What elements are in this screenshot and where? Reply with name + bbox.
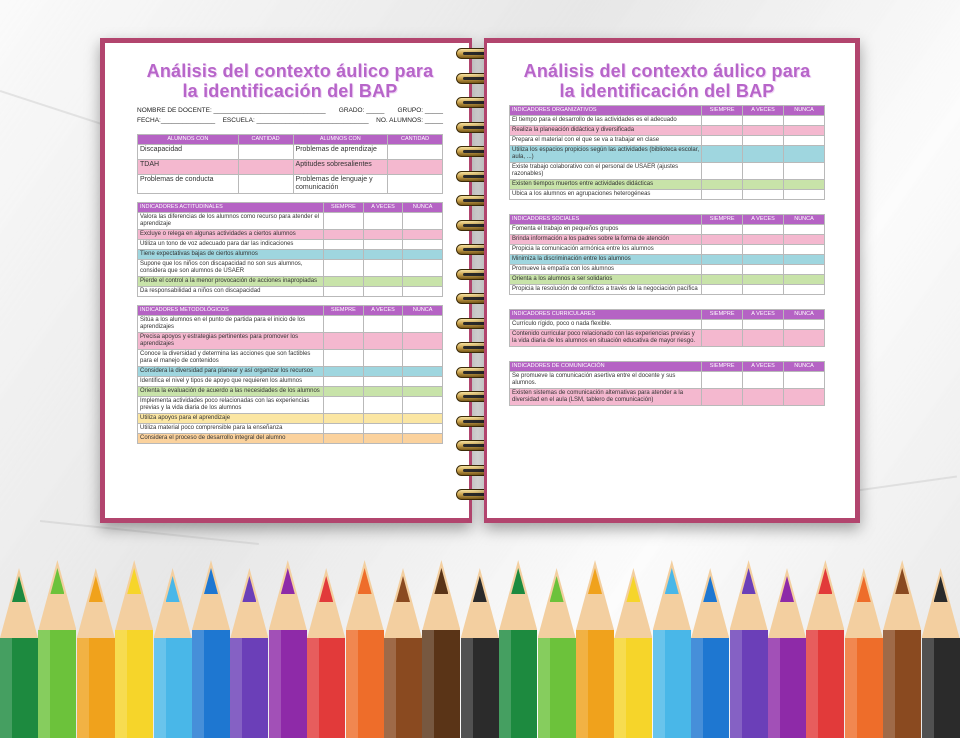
colored-pencil — [922, 568, 960, 738]
condition-label: Aptitudes sobresalientes — [293, 160, 388, 175]
checkbox-cell[interactable] — [324, 350, 364, 367]
table-row — [510, 146, 825, 163]
checkbox-cell[interactable] — [784, 163, 825, 180]
section-title: INDICADORES ORGANIZATIVOS — [510, 106, 702, 116]
checkbox-cell[interactable] — [784, 180, 825, 190]
count-cell[interactable] — [238, 145, 293, 160]
title-line-1: Análisis del contexto áulico para — [146, 61, 434, 81]
table-row — [138, 387, 443, 397]
right-page — [484, 38, 860, 523]
column-header: NUNCA — [784, 310, 825, 320]
table-row — [138, 414, 443, 424]
checkbox-cell[interactable] — [784, 320, 825, 330]
section-title: INDICADORES ACTITUDINALES — [138, 203, 324, 213]
checkbox-cell[interactable] — [403, 250, 443, 260]
checkbox-cell[interactable] — [702, 190, 743, 200]
checkbox-cell[interactable] — [702, 372, 743, 389]
colored-pencil — [768, 568, 806, 738]
indicator-text: Identifica el nivel y tipos de apoyo que requieren los alumnos — [138, 377, 324, 387]
checkbox-cell[interactable] — [324, 434, 364, 444]
indicator-text: Promueve la empatía con los alumnos — [510, 265, 702, 275]
field-fecha[interactable]: FECHA:_______________ — [137, 117, 216, 124]
condition-label: TDAH — [138, 160, 239, 175]
count-cell[interactable] — [388, 145, 443, 160]
column-header: A VECES — [363, 306, 403, 316]
colored-pencil — [307, 568, 345, 738]
checkbox-cell[interactable] — [743, 116, 784, 126]
checkbox-cell[interactable] — [363, 350, 403, 367]
title-line-1: Análisis del contexto áulico para — [523, 61, 811, 81]
checkbox-cell[interactable] — [363, 316, 403, 333]
checkbox-cell[interactable] — [363, 377, 403, 387]
colored-pencil — [0, 568, 38, 738]
checkbox-cell[interactable] — [403, 350, 443, 367]
table-row — [138, 250, 443, 260]
condition-label: Problemas de aprendizaje — [293, 145, 388, 160]
indicator-text: El tiempo para el desarrollo de las actividades es el adecuado — [510, 116, 702, 126]
checkbox-cell[interactable] — [324, 287, 364, 297]
indicator-text: Existen sistemas de comunicación alternativas para atender a la diversidad en el aula (LSM, tablero de comunicación) — [510, 389, 702, 406]
indicator-text: Tiene expectativas bajas de ciertos alumnos — [138, 250, 324, 260]
checkbox-cell[interactable] — [743, 245, 784, 255]
checkbox-cell[interactable] — [784, 255, 825, 265]
checkbox-cell[interactable] — [784, 146, 825, 163]
checkbox-cell[interactable] — [743, 126, 784, 136]
checkbox-cell[interactable] — [784, 265, 825, 275]
checkbox-cell[interactable] — [324, 377, 364, 387]
indicator-text: Brinda información a los padres sobre la forma de atención — [510, 235, 702, 245]
indicator-text: Propicia la resolución de conflictos a través de la negociación pacífica — [510, 285, 702, 295]
colored-pencil — [691, 568, 729, 738]
checkbox-cell[interactable] — [784, 225, 825, 235]
colored-pencil — [614, 568, 652, 738]
section-title: INDICADORES SOCIALES — [510, 215, 702, 225]
indicator-text: Excluye o relega en algunas actividades a ciertos alumnos — [138, 230, 324, 240]
checkbox-cell[interactable] — [324, 316, 364, 333]
checkbox-cell[interactable] — [702, 116, 743, 126]
checkbox-cell[interactable] — [363, 387, 403, 397]
indicator-text: Precisa apoyos y estrategias pertinentes para promover los aprendizajes — [138, 333, 324, 350]
checkbox-cell[interactable] — [324, 387, 364, 397]
checkbox-cell[interactable] — [784, 372, 825, 389]
checkbox-cell[interactable] — [743, 255, 784, 265]
column-header: A VECES — [743, 215, 784, 225]
column-header: SIEMPRE — [702, 310, 743, 320]
colored-pencil — [154, 568, 192, 738]
column-header: A VECES — [743, 362, 784, 372]
checkbox-cell[interactable] — [363, 260, 403, 277]
table-row — [510, 330, 825, 347]
checkbox-cell[interactable] — [702, 330, 743, 347]
count-cell[interactable] — [388, 160, 443, 175]
section-title: INDICADORES CURRICULARES — [510, 310, 702, 320]
checkbox-cell[interactable] — [324, 424, 364, 434]
checkbox-cell[interactable] — [743, 330, 784, 347]
checkbox-cell[interactable] — [784, 190, 825, 200]
indicator-text: Minimiza la discriminación entre los alumnos — [510, 255, 702, 265]
checkbox-cell[interactable] — [363, 414, 403, 424]
table-row — [138, 160, 443, 175]
table-row — [138, 230, 443, 240]
checkbox-cell[interactable] — [363, 230, 403, 240]
indicator-text: Contenido curricular poco relacionado con las experiencias previas y la vida diaria de los alumnos en situación educativa de mayor riesgo. — [510, 330, 702, 347]
right-page-title — [509, 61, 825, 101]
checkbox-cell[interactable] — [363, 367, 403, 377]
condition-label: Problemas de lenguaje y comunicación — [293, 175, 388, 194]
colored-pencil — [192, 560, 230, 738]
indicator-text: Fomenta el trabajo en pequeños grupos — [510, 225, 702, 235]
indicator-table — [509, 105, 825, 200]
checkbox-cell[interactable] — [403, 397, 443, 414]
colored-pencil — [269, 560, 307, 738]
checkbox-cell[interactable] — [363, 240, 403, 250]
column-header: SIEMPRE — [702, 362, 743, 372]
indicator-table — [509, 361, 825, 406]
checkbox-cell[interactable] — [324, 277, 364, 287]
notebook — [100, 38, 860, 523]
checkbox-cell[interactable] — [324, 333, 364, 350]
table-row — [510, 372, 825, 389]
checkbox-cell[interactable] — [403, 230, 443, 240]
checkbox-cell[interactable] — [784, 136, 825, 146]
marble-vein — [40, 520, 259, 545]
indicator-text: Prepara el material con el que se va a trabajar en clase — [510, 136, 702, 146]
checkbox-cell[interactable] — [403, 424, 443, 434]
checkbox-cell[interactable] — [363, 287, 403, 297]
colored-pencil — [538, 568, 576, 738]
indicator-text: Orienta la evaluación de acuerdo a las necesidades de los alumnos — [138, 387, 324, 397]
checkbox-cell[interactable] — [324, 213, 364, 230]
checkbox-cell[interactable] — [702, 235, 743, 245]
indicator-text: Considera la diversidad para planear y así organizar los recursos — [138, 367, 324, 377]
table-row — [510, 163, 825, 180]
checkbox-cell[interactable] — [743, 285, 784, 295]
checkbox-cell[interactable] — [743, 372, 784, 389]
table-row — [510, 275, 825, 285]
table-row — [510, 285, 825, 295]
column-header: SIEMPRE — [324, 306, 364, 316]
table-row — [138, 145, 443, 160]
indicator-text: Implementa actividades poco relacionadas con las experiencias previas y la vida diaria de los alumnos — [138, 397, 324, 414]
checkbox-cell[interactable] — [403, 367, 443, 377]
table-row — [510, 126, 825, 136]
indicator-table — [137, 202, 443, 297]
column-header: NUNCA — [403, 306, 443, 316]
column-header: NUNCA — [403, 203, 443, 213]
indicator-text: Propicia la comunicación armónica entre los alumnos — [510, 245, 702, 255]
checkbox-cell[interactable] — [784, 126, 825, 136]
column-header: SIEMPRE — [702, 106, 743, 116]
condition-label: Discapacidad — [138, 145, 239, 160]
indicator-text: Utiliza apoyos para el aprendizaje — [138, 414, 324, 424]
column-header: NUNCA — [784, 106, 825, 116]
table-row — [510, 116, 825, 126]
count-cell[interactable] — [388, 175, 443, 194]
left-page-title — [137, 61, 443, 101]
checkbox-cell[interactable] — [702, 136, 743, 146]
colored-pencil — [461, 568, 499, 738]
table-row — [510, 136, 825, 146]
table-row — [138, 377, 443, 387]
conditions-table — [137, 134, 443, 194]
checkbox-cell[interactable] — [784, 235, 825, 245]
checkbox-cell[interactable] — [784, 275, 825, 285]
table-row — [510, 245, 825, 255]
field-escuela[interactable]: ESCUELA: _______________________________ — [222, 117, 369, 124]
table-row — [510, 235, 825, 245]
table-row — [138, 316, 443, 333]
checkbox-cell[interactable] — [702, 265, 743, 275]
colored-pencil — [499, 560, 537, 738]
colored-pencil — [230, 568, 268, 738]
checkbox-cell[interactable] — [702, 163, 743, 180]
checkbox-cell[interactable] — [743, 389, 784, 406]
indicator-text: Considera el proceso de desarrollo integral del alumno — [138, 434, 324, 444]
checkbox-cell[interactable] — [363, 277, 403, 287]
indicator-text: Ubica a los alumnos en agrupaciones heterogéneas — [510, 190, 702, 200]
indicator-text: Valora las diferencias de los alumnos como recurso para atender el aprendizaje — [138, 213, 324, 230]
table-row — [138, 260, 443, 277]
checkbox-cell[interactable] — [702, 126, 743, 136]
indicator-text: Conoce la diversidad y determina las acciones que son factibles para el manejo de contenidos — [138, 350, 324, 367]
column-header: SIEMPRE — [324, 203, 364, 213]
checkbox-cell[interactable] — [702, 320, 743, 330]
table-header: CANTIDAD — [238, 135, 293, 145]
table-row — [510, 320, 825, 330]
indicator-text: Orienta a los alumnos a ser solidarios — [510, 275, 702, 285]
checkbox-cell[interactable] — [743, 180, 784, 190]
checkbox-cell[interactable] — [743, 190, 784, 200]
colored-pencils — [0, 560, 960, 738]
table-row — [138, 350, 443, 367]
checkbox-cell[interactable] — [324, 250, 364, 260]
table-row — [138, 434, 443, 444]
indicator-text: Da responsabilidad a niños con discapacidad — [138, 287, 324, 297]
indicator-text: Realiza la planeación didáctica y diversificada — [510, 126, 702, 136]
checkbox-cell[interactable] — [784, 389, 825, 406]
colored-pencil — [384, 568, 422, 738]
table-row — [510, 265, 825, 275]
checkbox-cell[interactable] — [702, 275, 743, 285]
checkbox-cell[interactable] — [702, 146, 743, 163]
table-row — [138, 213, 443, 230]
colored-pencil — [346, 560, 384, 738]
checkbox-cell[interactable] — [702, 255, 743, 265]
indicator-text: Utiliza material poco comprensible para la enseñanza — [138, 424, 324, 434]
checkbox-cell[interactable] — [324, 414, 364, 424]
checkbox-cell[interactable] — [743, 163, 784, 180]
indicator-text: Utiliza los espacios propicios según las actividades (biblioteca escolar, aula, ...) — [510, 146, 702, 163]
checkbox-cell[interactable] — [702, 389, 743, 406]
checkbox-cell[interactable] — [403, 414, 443, 424]
checkbox-cell[interactable] — [324, 397, 364, 414]
table-row — [138, 175, 443, 194]
checkbox-cell[interactable] — [363, 397, 403, 414]
checkbox-cell[interactable] — [784, 245, 825, 255]
checkbox-cell[interactable] — [743, 235, 784, 245]
table-row — [138, 333, 443, 350]
table-header: CANTIDAD — [388, 135, 443, 145]
column-header: NUNCA — [784, 215, 825, 225]
checkbox-cell[interactable] — [403, 377, 443, 387]
table-row — [510, 225, 825, 235]
colored-pencil — [77, 568, 115, 738]
section-title: INDICADORES DE COMUNICACIÓN — [510, 362, 702, 372]
table-row — [510, 190, 825, 200]
indicator-text: Pierde el control a la menor provocación de acciones inapropiadas — [138, 277, 324, 287]
checkbox-cell[interactable] — [743, 265, 784, 275]
table-row — [510, 180, 825, 190]
field-docente[interactable]: NOMBRE DE DOCENTE: _______________________________ — [137, 107, 326, 114]
checkbox-cell[interactable] — [403, 277, 443, 287]
indicator-text: Supone que los niños con discapacidad no son sus alumnos, considera que son alumnos de USAER — [138, 260, 324, 277]
checkbox-cell[interactable] — [702, 285, 743, 295]
checkbox-cell[interactable] — [403, 213, 443, 230]
field-alumnos[interactable]: NO. ALUMNOS: _____ — [376, 117, 443, 124]
indicator-text: Se promueve la comunicación asertiva entre el docente y sus alumnos. — [510, 372, 702, 389]
colored-pencil — [730, 560, 768, 738]
left-page — [100, 38, 472, 523]
count-cell[interactable] — [238, 160, 293, 175]
checkbox-cell[interactable] — [363, 250, 403, 260]
checkbox-cell[interactable] — [403, 240, 443, 250]
checkbox-cell[interactable] — [363, 213, 403, 230]
checkbox-cell[interactable] — [324, 367, 364, 377]
column-header: A VECES — [363, 203, 403, 213]
table-row — [510, 389, 825, 406]
indicator-table — [137, 305, 443, 444]
table-row — [138, 424, 443, 434]
indicator-text: Existe trabajo colaborativo con el personal de USAER (ajustes razonables) — [510, 163, 702, 180]
table-header: ALUMNOS CON — [293, 135, 388, 145]
checkbox-cell[interactable] — [403, 333, 443, 350]
indicator-text: Currículo rígido, poco o nada flexible. — [510, 320, 702, 330]
checkbox-cell[interactable] — [743, 146, 784, 163]
checkbox-cell[interactable] — [324, 260, 364, 277]
indicator-table — [509, 214, 825, 295]
colored-pencil — [883, 560, 921, 738]
checkbox-cell[interactable] — [324, 240, 364, 250]
table-row — [138, 367, 443, 377]
colored-pencil — [576, 560, 614, 738]
table-row — [138, 240, 443, 250]
field-grado[interactable]: GRADO: _____ — [338, 107, 385, 114]
column-header: A VECES — [743, 106, 784, 116]
checkbox-cell[interactable] — [702, 245, 743, 255]
checkbox-cell[interactable] — [702, 180, 743, 190]
colored-pencil — [38, 560, 76, 738]
indicator-text: Existen tiempos muertos entre actividades didácticas — [510, 180, 702, 190]
column-header: SIEMPRE — [702, 215, 743, 225]
checkbox-cell[interactable] — [403, 434, 443, 444]
checkbox-cell[interactable] — [403, 287, 443, 297]
indicator-text: Utiliza un tono de voz adecuado para dar las indicaciones — [138, 240, 324, 250]
colored-pencil — [653, 560, 691, 738]
checkbox-cell[interactable] — [784, 285, 825, 295]
checkbox-cell[interactable] — [363, 333, 403, 350]
header-fields — [137, 106, 443, 126]
indicator-table — [509, 309, 825, 347]
colored-pencil — [806, 560, 844, 738]
title-line-2: la identificación del BAP — [182, 81, 398, 101]
checkbox-cell[interactable] — [363, 434, 403, 444]
indicator-text: Sitúa a los alumnos en el punto de partida para el inicio de los aprendizajes — [138, 316, 324, 333]
checkbox-cell[interactable] — [784, 330, 825, 347]
checkbox-cell[interactable] — [743, 136, 784, 146]
checkbox-cell[interactable] — [784, 116, 825, 126]
checkbox-cell[interactable] — [403, 260, 443, 277]
table-row — [510, 255, 825, 265]
condition-label: Problemas de conducta — [138, 175, 239, 194]
table-row — [138, 277, 443, 287]
table-header: ALUMNOS CON — [138, 135, 239, 145]
table-row — [138, 397, 443, 414]
section-title: INDICADORES METODOLÓGICOS — [138, 306, 324, 316]
table-row — [138, 287, 443, 297]
column-header: NUNCA — [784, 362, 825, 372]
field-grupo[interactable]: GRUPO: _____ — [397, 107, 443, 114]
checkbox-cell[interactable] — [324, 230, 364, 240]
title-line-2: la identificación del BAP — [559, 81, 775, 101]
checkbox-cell[interactable] — [743, 275, 784, 285]
colored-pencil — [845, 568, 883, 738]
checkbox-cell[interactable] — [743, 225, 784, 235]
checkbox-cell[interactable] — [403, 316, 443, 333]
colored-pencil — [115, 560, 153, 738]
checkbox-cell[interactable] — [403, 387, 443, 397]
checkbox-cell[interactable] — [743, 320, 784, 330]
checkbox-cell[interactable] — [363, 424, 403, 434]
checkbox-cell[interactable] — [702, 225, 743, 235]
column-header: A VECES — [743, 310, 784, 320]
count-cell[interactable] — [238, 175, 293, 194]
colored-pencil — [422, 560, 460, 738]
